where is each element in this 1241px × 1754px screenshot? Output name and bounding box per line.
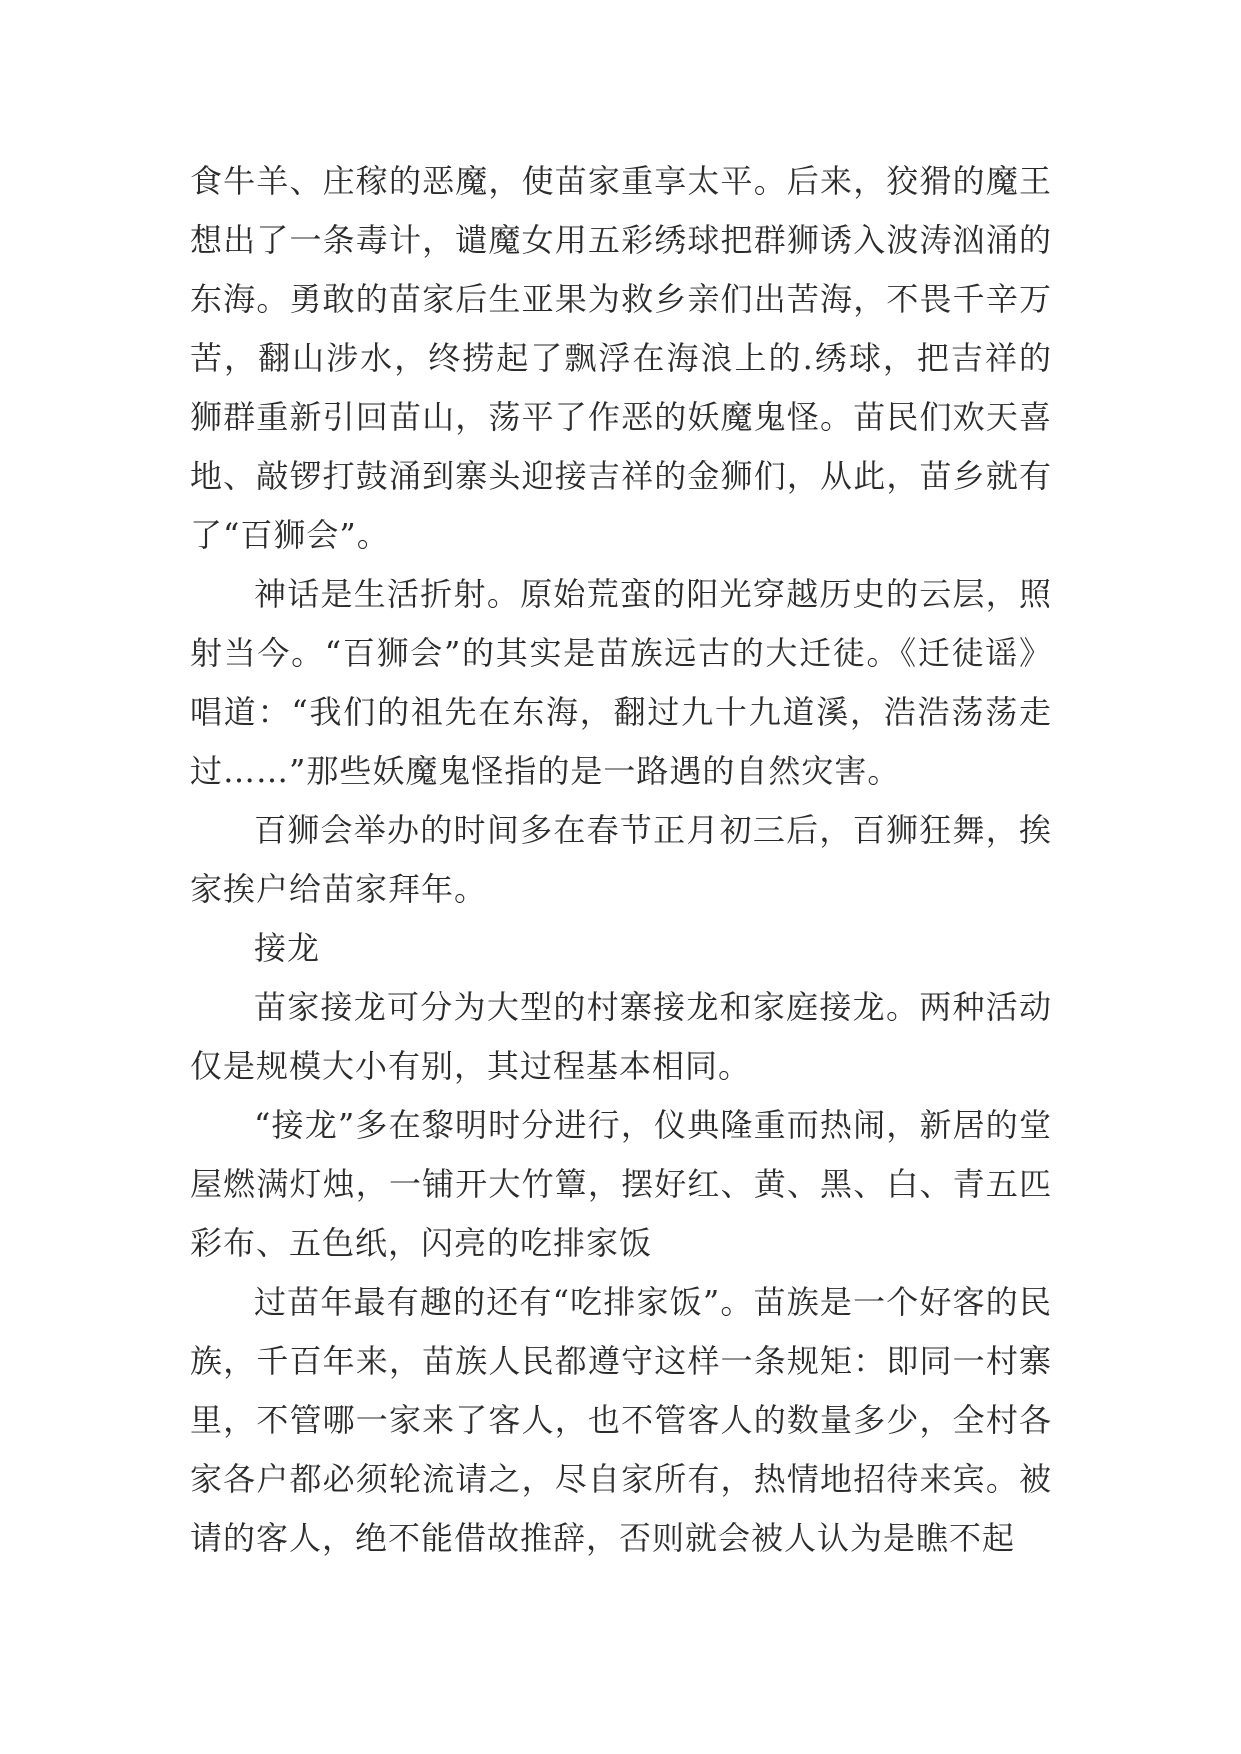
paragraph-paijiafan: 过苗年最有趣的还有“吃排家饭”。苗族是一个好客的民族，千百年来，苗族人民都遵守这样一条规矩：即同一村寨里，不管哪一家来了客人，也不管客人的数量多少，全村各家各户都必须轮流请之，尽自家所有，热情地招待来宾。被请的客人，绝不能借故推辞，否则就会被人认为是瞧不起 (190, 1283, 1052, 1557)
paragraph-festival-time: 百狮会举办的时间多在春节正月初三后，百狮狂舞，挨家挨户给苗家拜年。 (190, 811, 1052, 908)
paragraph-myth-reflection: 神话是生活折射。原始荒蛮的阳光穿越历史的云层，照射当今。“百狮会”的其实是苗族远古的大迁徒。《迁徒谣》唱道：“我们的祖先在东海，翻过九十九道溪，浩浩荡荡走过……”那些妖魔鬼怪指的是一路遇的自然灾害。 (190, 575, 1052, 790)
paragraph-jielong-types: 苗家接龙可分为大型的村寨接龙和家庭接龙。两种活动仅是规模大小有别，其过程基本相同。 (190, 988, 1052, 1085)
body-text (190, 152, 1052, 1568)
section-heading-jielong: 接龙 (254, 929, 321, 967)
paragraph-jielong-ceremony: “接龙”多在黎明时分进行，仪典隆重而热闹，新居的堂屋燃满灯烛，一铺开大竹簟，摆好红、黄、黑、白、青五匹彩布、五色纸，闪亮的吃排家饭 (190, 1106, 1052, 1262)
paragraph-continuation: 食牛羊、庄稼的恶魔，使苗家重享太平。后来，狡猾的魔王想出了一条毒计，谴魔女用五彩绣球把群狮诱入波涛汹涌的东海。勇敢的苗家后生亚果为救乡亲们出苦海，不畏千辛万苦，翻山涉水，终捞起了飘浮在海浪上的.绣球，把吉祥的狮群重新引回苗山，荡平了作恶的妖魔鬼怪。苗民们欢天喜地、敲锣打鼓涌到寨头迎接吉祥的金狮们，从此，苗乡就有了“百狮会”。 (190, 162, 1052, 554)
